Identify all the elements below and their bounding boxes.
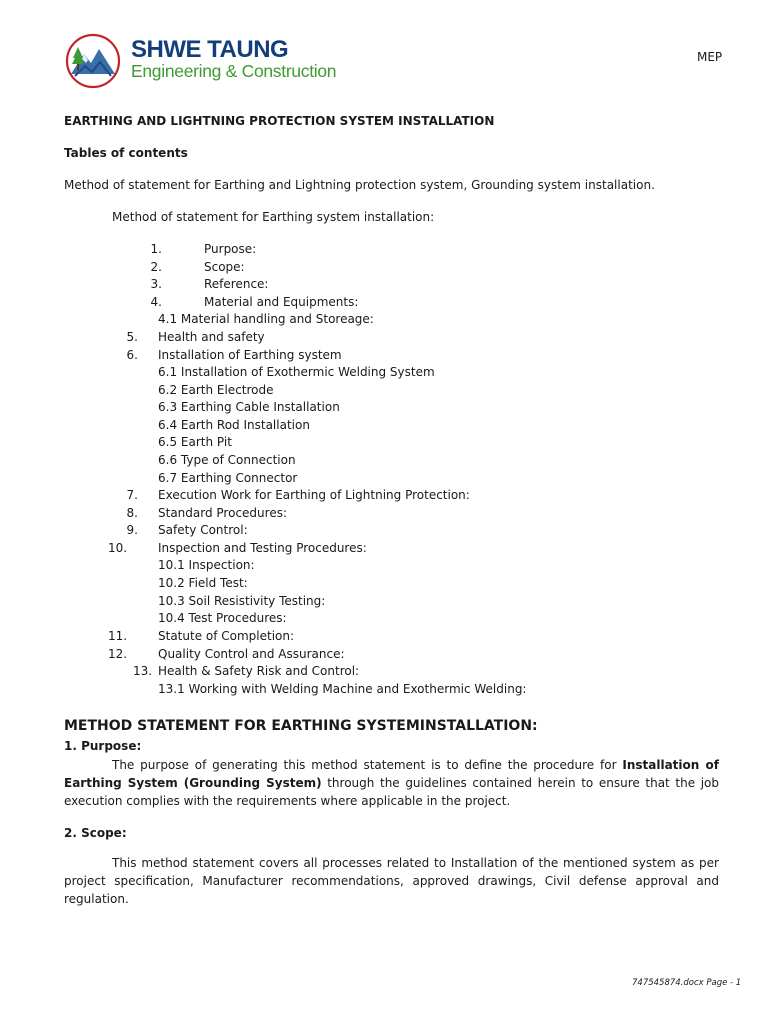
brand-name: SHWE TAUNG xyxy=(131,36,289,63)
purpose-paragraph: The purpose of generating this method statement is to define the procedure for Installation of Earthing System (Grounding System) through the guidelines contained herein to ensure that the job execution complies with the requirements where applicable in the project. xyxy=(64,758,719,808)
toc-heading: Tables of contents xyxy=(64,146,188,160)
department-label: MEP xyxy=(697,50,723,64)
brand-tagline: Engineering & Construction xyxy=(131,61,337,81)
page-footer: 747545874.docx Page - 1 xyxy=(632,978,742,988)
purpose-heading: 1. Purpose: xyxy=(64,739,142,753)
scope-heading: 2. Scope: xyxy=(64,826,127,840)
company-logo-icon xyxy=(64,32,124,90)
intro-line: Method of statement for Earthing and Lightning protection system, Grounding system installation. xyxy=(64,178,655,192)
scope-paragraph: This method statement covers all processes related to Installation of the mentioned system as per project specification, Manufacturer recommendations, approved drawings, Civil defense approval and regulation. xyxy=(64,856,719,906)
section-title: METHOD STATEMENT FOR EARTHING SYSTEMINSTALLATION: xyxy=(64,718,538,734)
document-title: EARTHING AND LIGHTNING PROTECTION SYSTEM INSTALLATION xyxy=(64,114,495,128)
sub-intro-line: Method of statement for Earthing system installation: xyxy=(112,210,435,224)
